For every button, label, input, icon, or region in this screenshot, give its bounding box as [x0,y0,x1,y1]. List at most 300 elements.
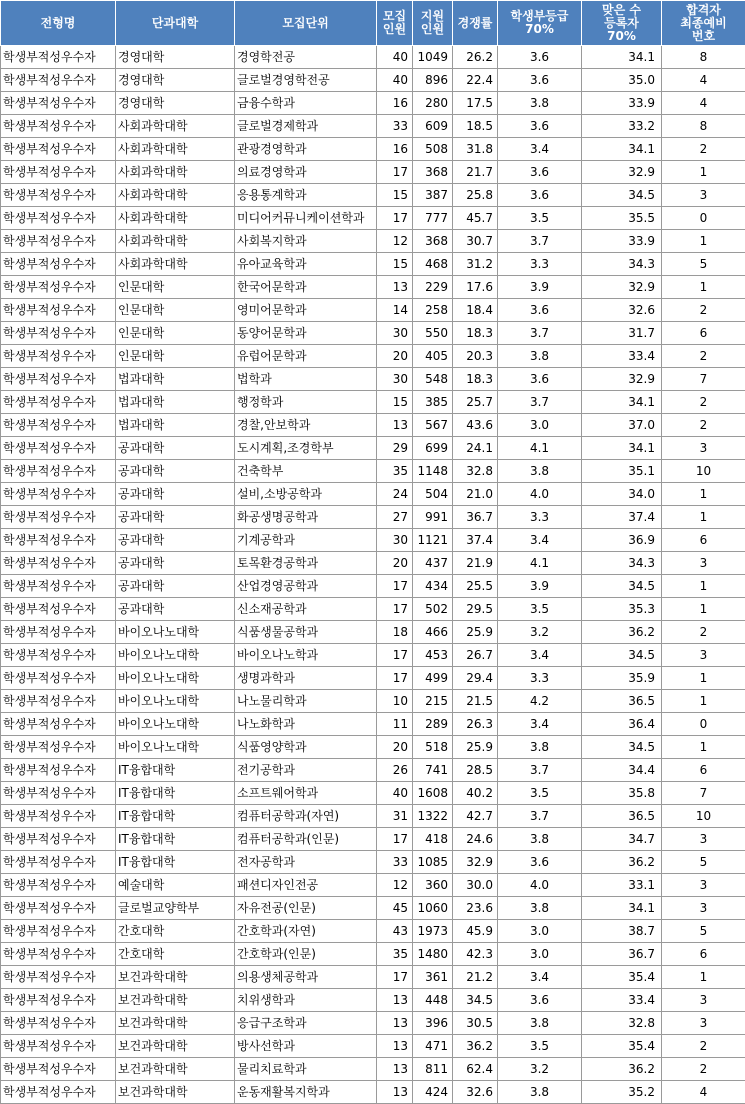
cell-correct-answers: 36.2 [582,621,662,644]
cell-waitlist-number: 4 [662,1081,745,1104]
table-body [1,46,745,1104]
cell-college: 사회과학대학 [116,184,235,207]
cell-quota: 13 [377,1012,413,1035]
header-school-record-grade: 학생부등급 70% [498,1,582,46]
cell-school-record-grade: 3.6 [498,69,582,92]
table-header-row [1,1,745,46]
cell-admission-type: 학생부적성우수자 [1,667,116,690]
cell-college: 사회과학대학 [116,161,235,184]
cell-school-record-grade: 3.9 [498,276,582,299]
cell-department: 한국어문학과 [235,276,377,299]
cell-admission-type: 학생부적성우수자 [1,345,116,368]
cell-competition-rate: 21.2 [453,966,498,989]
cell-college: 공과대학 [116,529,235,552]
cell-department: 물리치료학과 [235,1058,377,1081]
cell-competition-rate: 18.4 [453,299,498,322]
cell-school-record-grade: 3.5 [498,1035,582,1058]
cell-quota: 40 [377,782,413,805]
table-row [1,345,745,368]
cell-correct-answers: 38.7 [582,920,662,943]
cell-waitlist-number: 2 [662,1058,745,1081]
cell-quota: 11 [377,713,413,736]
cell-correct-answers: 36.9 [582,529,662,552]
table-row [1,828,745,851]
cell-college: 사회과학대학 [116,115,235,138]
cell-school-record-grade: 3.5 [498,598,582,621]
cell-waitlist-number: 5 [662,253,745,276]
cell-competition-rate: 26.3 [453,713,498,736]
cell-quota: 40 [377,46,413,69]
cell-waitlist-number: 3 [662,437,745,460]
cell-department: 미디어커뮤니케이션학과 [235,207,377,230]
cell-department: 도시계획,조경학부 [235,437,377,460]
cell-school-record-grade: 3.2 [498,1058,582,1081]
cell-quota: 10 [377,690,413,713]
cell-school-record-grade: 3.3 [498,506,582,529]
table-row [1,989,745,1012]
cell-waitlist-number: 10 [662,460,745,483]
cell-applicants: 1148 [413,460,453,483]
cell-school-record-grade: 3.6 [498,989,582,1012]
cell-competition-rate: 20.3 [453,345,498,368]
cell-applicants: 368 [413,230,453,253]
cell-admission-type: 학생부적성우수자 [1,736,116,759]
cell-school-record-grade: 4.1 [498,437,582,460]
cell-college: 보건과학대학 [116,1035,235,1058]
cell-correct-answers: 36.5 [582,805,662,828]
cell-correct-answers: 32.6 [582,299,662,322]
cell-waitlist-number: 6 [662,322,745,345]
cell-applicants: 1973 [413,920,453,943]
cell-competition-rate: 28.5 [453,759,498,782]
cell-correct-answers: 33.9 [582,92,662,115]
table-row [1,966,745,989]
cell-quota: 35 [377,943,413,966]
cell-college: 공과대학 [116,575,235,598]
cell-competition-rate: 31.8 [453,138,498,161]
cell-admission-type: 학생부적성우수자 [1,621,116,644]
cell-competition-rate: 42.7 [453,805,498,828]
cell-correct-answers: 34.3 [582,552,662,575]
cell-admission-type: 학생부적성우수자 [1,138,116,161]
header-admission-type: 전형명 [1,1,116,46]
cell-competition-rate: 18.5 [453,115,498,138]
cell-admission-type: 학생부적성우수자 [1,552,116,575]
table-row [1,713,745,736]
cell-school-record-grade: 3.3 [498,667,582,690]
cell-college: 바이오나노대학 [116,667,235,690]
cell-competition-rate: 25.5 [453,575,498,598]
cell-department: 사회복지학과 [235,230,377,253]
cell-waitlist-number: 2 [662,1035,745,1058]
cell-college: 바이오나노대학 [116,736,235,759]
cell-quota: 13 [377,276,413,299]
cell-correct-answers: 36.4 [582,713,662,736]
cell-competition-rate: 32.9 [453,851,498,874]
cell-competition-rate: 18.3 [453,322,498,345]
cell-admission-type: 학생부적성우수자 [1,506,116,529]
cell-competition-rate: 17.5 [453,92,498,115]
cell-college: 법과대학 [116,391,235,414]
cell-competition-rate: 40.2 [453,782,498,805]
cell-college: 바이오나노대학 [116,713,235,736]
table-row [1,322,745,345]
cell-quota: 17 [377,207,413,230]
cell-college: 법과대학 [116,368,235,391]
cell-department: 건축학부 [235,460,377,483]
cell-waitlist-number: 2 [662,621,745,644]
cell-college: 공과대학 [116,437,235,460]
cell-quota: 17 [377,598,413,621]
cell-department: 화공생명공학과 [235,506,377,529]
cell-department: 토목환경공학과 [235,552,377,575]
cell-applicants: 385 [413,391,453,414]
cell-department: 행정학과 [235,391,377,414]
cell-department: 의용생체공학과 [235,966,377,989]
cell-admission-type: 학생부적성우수자 [1,1058,116,1081]
cell-admission-type: 학생부적성우수자 [1,184,116,207]
cell-competition-rate: 30.7 [453,230,498,253]
cell-applicants: 1322 [413,805,453,828]
cell-school-record-grade: 3.6 [498,46,582,69]
cell-correct-answers: 31.7 [582,322,662,345]
header-department: 모집단위 [235,1,377,46]
cell-applicants: 609 [413,115,453,138]
table-row [1,207,745,230]
cell-school-record-grade: 3.4 [498,713,582,736]
cell-quota: 16 [377,92,413,115]
cell-correct-answers: 33.4 [582,989,662,1012]
cell-correct-answers: 32.9 [582,368,662,391]
table-row [1,667,745,690]
cell-correct-answers: 34.1 [582,46,662,69]
cell-applicants: 468 [413,253,453,276]
cell-department: 산업경영공학과 [235,575,377,598]
cell-department: 경찰,안보학과 [235,414,377,437]
cell-waitlist-number: 3 [662,828,745,851]
table-row [1,506,745,529]
cell-department: 생명과학과 [235,667,377,690]
cell-department: 동양어문학과 [235,322,377,345]
cell-college: 사회과학대학 [116,253,235,276]
cell-college: 공과대학 [116,506,235,529]
cell-school-record-grade: 3.6 [498,851,582,874]
cell-applicants: 289 [413,713,453,736]
table-row [1,552,745,575]
cell-applicants: 466 [413,621,453,644]
cell-department: 나노화학과 [235,713,377,736]
cell-waitlist-number: 1 [662,598,745,621]
cell-quota: 12 [377,230,413,253]
cell-competition-rate: 18.3 [453,368,498,391]
cell-waitlist-number: 3 [662,552,745,575]
cell-department: 신소재공학과 [235,598,377,621]
cell-college: IT융합대학 [116,759,235,782]
cell-competition-rate: 32.6 [453,1081,498,1104]
cell-admission-type: 학생부적성우수자 [1,253,116,276]
cell-quota: 18 [377,621,413,644]
cell-admission-type: 학생부적성우수자 [1,115,116,138]
cell-applicants: 424 [413,1081,453,1104]
table-row [1,92,745,115]
cell-waitlist-number: 1 [662,483,745,506]
cell-correct-answers: 35.5 [582,207,662,230]
cell-school-record-grade: 3.8 [498,92,582,115]
header-waitlist-number: 합격자 최종예비 번호 [662,1,745,46]
cell-applicants: 1085 [413,851,453,874]
cell-admission-type: 학생부적성우수자 [1,1081,116,1104]
cell-applicants: 1121 [413,529,453,552]
cell-department: 식품영양학과 [235,736,377,759]
table-row [1,874,745,897]
cell-applicants: 1608 [413,782,453,805]
cell-college: 예술대학 [116,874,235,897]
cell-admission-type: 학생부적성우수자 [1,483,116,506]
cell-admission-type: 학생부적성우수자 [1,966,116,989]
cell-college: 경영대학 [116,46,235,69]
cell-admission-type: 학생부적성우수자 [1,920,116,943]
cell-correct-answers: 34.5 [582,575,662,598]
table-row [1,690,745,713]
cell-waitlist-number: 8 [662,46,745,69]
cell-department: 치위생학과 [235,989,377,1012]
cell-college: 간호대학 [116,920,235,943]
cell-applicants: 508 [413,138,453,161]
table-row [1,759,745,782]
cell-quota: 17 [377,667,413,690]
cell-admission-type: 학생부적성우수자 [1,828,116,851]
cell-applicants: 405 [413,345,453,368]
cell-waitlist-number: 6 [662,943,745,966]
cell-competition-rate: 30.0 [453,874,498,897]
cell-college: 보건과학대학 [116,1081,235,1104]
table-row [1,230,745,253]
cell-correct-answers: 34.1 [582,897,662,920]
cell-applicants: 499 [413,667,453,690]
cell-college: 글로벌교양학부 [116,897,235,920]
header-college: 단과대학 [116,1,235,46]
cell-quota: 15 [377,253,413,276]
cell-quota: 33 [377,115,413,138]
cell-applicants: 418 [413,828,453,851]
cell-waitlist-number: 4 [662,69,745,92]
cell-department: 의료경영학과 [235,161,377,184]
cell-school-record-grade: 3.8 [498,1081,582,1104]
cell-quota: 13 [377,1081,413,1104]
cell-correct-answers: 37.4 [582,506,662,529]
table-row [1,851,745,874]
cell-admission-type: 학생부적성우수자 [1,874,116,897]
header-competition-rate: 경쟁률 [453,1,498,46]
cell-school-record-grade: 3.9 [498,575,582,598]
cell-school-record-grade: 3.8 [498,828,582,851]
cell-department: 기계공학과 [235,529,377,552]
cell-department: 금융수학과 [235,92,377,115]
table-row [1,736,745,759]
cell-admission-type: 학생부적성우수자 [1,529,116,552]
cell-school-record-grade: 4.1 [498,552,582,575]
cell-waitlist-number: 6 [662,759,745,782]
cell-school-record-grade: 3.5 [498,207,582,230]
cell-waitlist-number: 2 [662,391,745,414]
cell-competition-rate: 32.8 [453,460,498,483]
cell-school-record-grade: 3.6 [498,368,582,391]
cell-school-record-grade: 3.7 [498,230,582,253]
cell-quota: 33 [377,851,413,874]
table-row [1,782,745,805]
cell-waitlist-number: 1 [662,667,745,690]
table-row [1,1058,745,1081]
cell-school-record-grade: 4.0 [498,483,582,506]
cell-quota: 17 [377,161,413,184]
cell-waitlist-number: 2 [662,345,745,368]
cell-waitlist-number: 4 [662,92,745,115]
cell-competition-rate: 21.9 [453,552,498,575]
cell-applicants: 453 [413,644,453,667]
cell-quota: 30 [377,529,413,552]
cell-competition-rate: 23.6 [453,897,498,920]
cell-waitlist-number: 3 [662,184,745,207]
cell-waitlist-number: 0 [662,713,745,736]
cell-waitlist-number: 5 [662,920,745,943]
cell-waitlist-number: 1 [662,230,745,253]
cell-school-record-grade: 3.6 [498,161,582,184]
cell-competition-rate: 26.2 [453,46,498,69]
cell-correct-answers: 34.1 [582,138,662,161]
cell-school-record-grade: 3.8 [498,736,582,759]
cell-competition-rate: 45.9 [453,920,498,943]
cell-department: 나노물리학과 [235,690,377,713]
cell-waitlist-number: 1 [662,575,745,598]
cell-admission-type: 학생부적성우수자 [1,460,116,483]
cell-correct-answers: 32.9 [582,276,662,299]
cell-admission-type: 학생부적성우수자 [1,391,116,414]
table-row [1,483,745,506]
cell-waitlist-number: 3 [662,989,745,1012]
table-row [1,276,745,299]
cell-admission-type: 학생부적성우수자 [1,368,116,391]
table-row [1,920,745,943]
cell-admission-type: 학생부적성우수자 [1,897,116,920]
cell-quota: 24 [377,483,413,506]
cell-school-record-grade: 3.7 [498,322,582,345]
cell-applicants: 741 [413,759,453,782]
cell-department: 식품생물공학과 [235,621,377,644]
cell-department: 유럽어문학과 [235,345,377,368]
cell-school-record-grade: 3.8 [498,1012,582,1035]
table-row [1,368,745,391]
cell-school-record-grade: 3.7 [498,759,582,782]
cell-department: 소프트웨어학과 [235,782,377,805]
cell-school-record-grade: 3.6 [498,184,582,207]
cell-admission-type: 학생부적성우수자 [1,989,116,1012]
cell-quota: 45 [377,897,413,920]
cell-college: 바이오나노대학 [116,644,235,667]
cell-college: 바이오나노대학 [116,690,235,713]
cell-quota: 15 [377,184,413,207]
cell-quota: 17 [377,966,413,989]
cell-applicants: 448 [413,989,453,1012]
cell-quota: 17 [377,644,413,667]
cell-waitlist-number: 1 [662,276,745,299]
cell-correct-answers: 34.5 [582,736,662,759]
cell-quota: 16 [377,138,413,161]
cell-department: 유아교육학과 [235,253,377,276]
cell-college: 경영대학 [116,92,235,115]
cell-correct-answers: 33.9 [582,230,662,253]
cell-applicants: 548 [413,368,453,391]
cell-college: 공과대학 [116,552,235,575]
cell-competition-rate: 36.7 [453,506,498,529]
cell-applicants: 777 [413,207,453,230]
cell-quota: 13 [377,989,413,1012]
cell-competition-rate: 29.4 [453,667,498,690]
cell-admission-type: 학생부적성우수자 [1,299,116,322]
cell-school-record-grade: 3.4 [498,529,582,552]
cell-applicants: 280 [413,92,453,115]
cell-applicants: 518 [413,736,453,759]
cell-college: IT융합대학 [116,851,235,874]
cell-competition-rate: 26.7 [453,644,498,667]
cell-competition-rate: 45.7 [453,207,498,230]
cell-department: 자유전공(인문) [235,897,377,920]
cell-competition-rate: 43.6 [453,414,498,437]
cell-applicants: 502 [413,598,453,621]
cell-applicants: 387 [413,184,453,207]
cell-admission-type: 학생부적성우수자 [1,414,116,437]
cell-correct-answers: 36.7 [582,943,662,966]
cell-applicants: 896 [413,69,453,92]
cell-school-record-grade: 3.0 [498,414,582,437]
cell-quota: 17 [377,575,413,598]
cell-applicants: 1049 [413,46,453,69]
table-row [1,299,745,322]
cell-college: 간호대학 [116,943,235,966]
cell-competition-rate: 34.5 [453,989,498,1012]
cell-waitlist-number: 1 [662,506,745,529]
cell-department: 간호학과(인문) [235,943,377,966]
cell-waitlist-number: 1 [662,161,745,184]
cell-school-record-grade: 4.0 [498,874,582,897]
cell-admission-type: 학생부적성우수자 [1,161,116,184]
cell-admission-type: 학생부적성우수자 [1,644,116,667]
cell-admission-type: 학생부적성우수자 [1,943,116,966]
table-row [1,414,745,437]
cell-college: 인문대학 [116,322,235,345]
cell-waitlist-number: 3 [662,874,745,897]
cell-department: 간호학과(자연) [235,920,377,943]
cell-quota: 20 [377,345,413,368]
cell-admission-type: 학생부적성우수자 [1,1035,116,1058]
cell-competition-rate: 29.5 [453,598,498,621]
cell-correct-answers: 35.4 [582,1035,662,1058]
cell-department: 방사선학과 [235,1035,377,1058]
cell-quota: 15 [377,391,413,414]
cell-applicants: 229 [413,276,453,299]
cell-correct-answers: 33.4 [582,345,662,368]
cell-college: 인문대학 [116,345,235,368]
cell-competition-rate: 36.2 [453,1035,498,1058]
table-row [1,805,745,828]
table-row [1,437,745,460]
cell-admission-type: 학생부적성우수자 [1,46,116,69]
cell-department: 패션디자인전공 [235,874,377,897]
cell-school-record-grade: 3.0 [498,943,582,966]
cell-department: 전자공학과 [235,851,377,874]
cell-waitlist-number: 3 [662,897,745,920]
cell-correct-answers: 35.0 [582,69,662,92]
cell-admission-type: 학생부적성우수자 [1,690,116,713]
